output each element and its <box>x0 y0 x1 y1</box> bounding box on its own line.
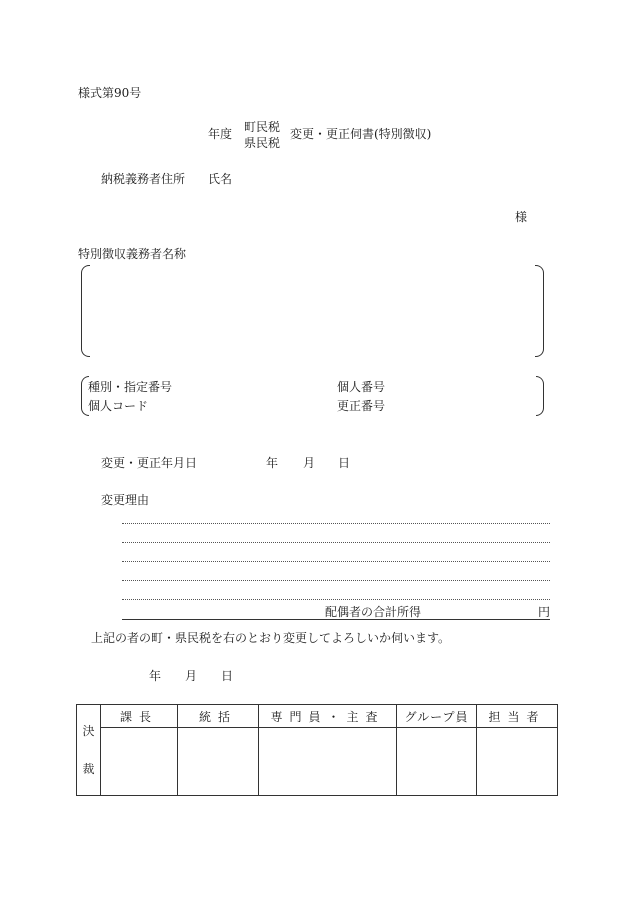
approval-seal-specialist[interactable] <box>259 728 397 796</box>
request-statement: 上記の者の町・県民税を右のとおり変更してよろしいか伺います。 <box>91 631 451 645</box>
spouse-income-label: 配偶者の合計所得 <box>325 605 422 619</box>
tax-prefecture-label: 県民税 <box>243 136 280 150</box>
title-year-label: 年度 <box>208 127 233 141</box>
approval-header-specialist: 専門員・主査 <box>259 705 397 728</box>
approval-header-section-chief: 課長 <box>101 705 178 728</box>
approval-seal-section-chief[interactable] <box>101 728 178 796</box>
reason-line-3 <box>122 561 550 562</box>
approval-seal-group-member[interactable] <box>397 728 477 796</box>
approval-side-char-2: 裁 <box>82 762 95 776</box>
request-date-day: 日 <box>221 669 234 683</box>
change-date-day: 日 <box>338 456 351 470</box>
change-date-month: 月 <box>303 456 316 470</box>
personal-code-label: 個人コード <box>88 399 149 413</box>
ids-right-bracket <box>536 376 544 416</box>
reason-line-5 <box>122 599 550 600</box>
taxpayer-address-label: 納税義務者住所 <box>101 172 186 186</box>
withholding-right-bracket <box>535 265 544 357</box>
reason-line-1 <box>122 523 550 524</box>
withholding-agent-label: 特別徴収義務者名称 <box>78 247 187 261</box>
approval-side-label <box>77 705 101 796</box>
correction-number-label: 更正番号 <box>337 399 386 413</box>
request-date-year: 年 <box>149 669 162 683</box>
reason-line-2 <box>122 542 550 543</box>
form-number: 様式第90号 <box>78 86 142 100</box>
approval-seal-person-in-charge[interactable] <box>477 728 558 796</box>
spouse-income-underline <box>122 619 550 620</box>
change-date-label: 変更・更正年月日 <box>101 456 198 470</box>
tax-type-stack <box>240 119 284 151</box>
type-number-label: 種別・指定番号 <box>88 380 173 394</box>
approval-header-general-manager: 統括 <box>178 705 259 728</box>
approval-table <box>76 704 558 796</box>
request-date-month: 月 <box>185 669 198 683</box>
tax-town-label: 町民税 <box>243 120 280 134</box>
approval-header-person-in-charge: 担当者 <box>477 705 558 728</box>
approval-seal-general-manager[interactable] <box>178 728 259 796</box>
approval-header-group-member: グループ員 <box>397 705 477 728</box>
spouse-income-unit: 円 <box>538 605 551 619</box>
taxpayer-name-label: 氏名 <box>208 172 233 186</box>
personal-number-label: 個人番号 <box>337 380 386 394</box>
change-date-year: 年 <box>266 456 279 470</box>
withholding-left-bracket <box>81 265 90 357</box>
reason-line-4 <box>122 580 550 581</box>
reason-label: 変更理由 <box>101 493 150 507</box>
approval-side-char-1: 決 <box>82 724 95 738</box>
honorific-sama: 様 <box>515 210 528 224</box>
title-main: 変更・更正伺書(特別徴収) <box>290 127 432 141</box>
